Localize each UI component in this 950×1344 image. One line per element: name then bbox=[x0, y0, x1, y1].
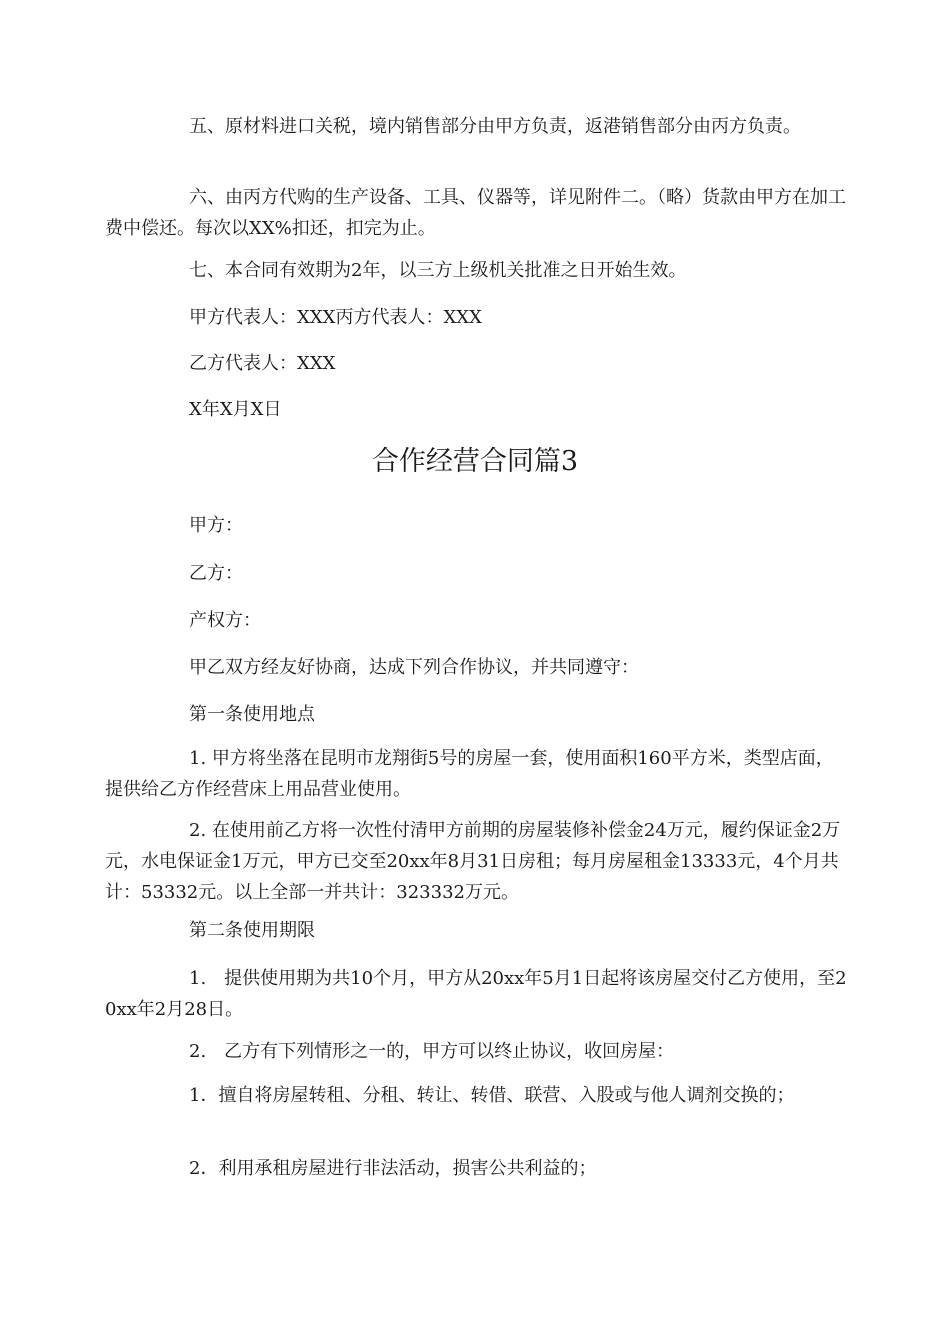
paragraph-clause-6: 六、由丙方代购的生产设备、工具、仪器等，详见附件二。（略）货款由甲方在加工费中偿还。每次以XX%扣还，扣完为止。 bbox=[105, 187, 846, 239]
paragraph-clause-7: 七、本合同有效期为2年，以三方上级机关批准之日开始生效。 bbox=[189, 260, 687, 281]
article-1-title: 第一条使用地点 bbox=[189, 704, 315, 725]
property-owner-line: 产权方： bbox=[189, 610, 261, 631]
article-1-item-1: 1. 甲方将坐落在昆明市龙翔街5号的房屋一套，使用面积160平方米，类型店面，提供给乙方作经营床上用品营业使用。 bbox=[105, 748, 834, 800]
party-b-line: 乙方： bbox=[189, 563, 243, 584]
article-1-item-2: 2. 在使用前乙方将一次性付清甲方前期的房屋装修补偿金24万元，履约保证金2万元，水电保证金1万元，甲方已交至20xx年8月31日房租；每月房屋租金13333元，4个月共计：53332元。以上全部一并共计：323332万元。 bbox=[105, 820, 841, 903]
article-2-title: 第二条使用期限 bbox=[189, 920, 315, 941]
section-title: 合作经营合同篇3 bbox=[371, 446, 579, 477]
signature-date: X年X月X日 bbox=[189, 399, 282, 420]
termination-case-1: 1．擅自将房屋转租、分租、转让、转借、联营、入股或与他人调剂交换的； bbox=[189, 1085, 795, 1106]
article-2-item-1: 1. 提供使用期为共10个月，甲方从20xx年5月1日起将该房屋交付乙方使用，至20xx年2月28日。 bbox=[105, 968, 847, 1020]
party-a-line: 甲方： bbox=[189, 515, 243, 536]
termination-case-2: 2．利用承租房屋进行非法活动，损害公共利益的； bbox=[189, 1158, 597, 1179]
article-2-item-2: 2. 乙方有下列情形之一的，甲方可以终止协议，收回房屋： bbox=[189, 1041, 675, 1062]
signature-party-b: 乙方代表人：XXX bbox=[189, 353, 336, 374]
signature-party-a-c: 甲方代表人：XXX丙方代表人：XXX bbox=[189, 307, 482, 328]
agreement-intro: 甲乙双方经友好协商，达成下列合作协议，并共同遵守： bbox=[189, 657, 639, 678]
paragraph-clause-5: 五、原材料进口关税，境内销售部分由甲方负责，返港销售部分由丙方负责。 bbox=[189, 116, 801, 137]
